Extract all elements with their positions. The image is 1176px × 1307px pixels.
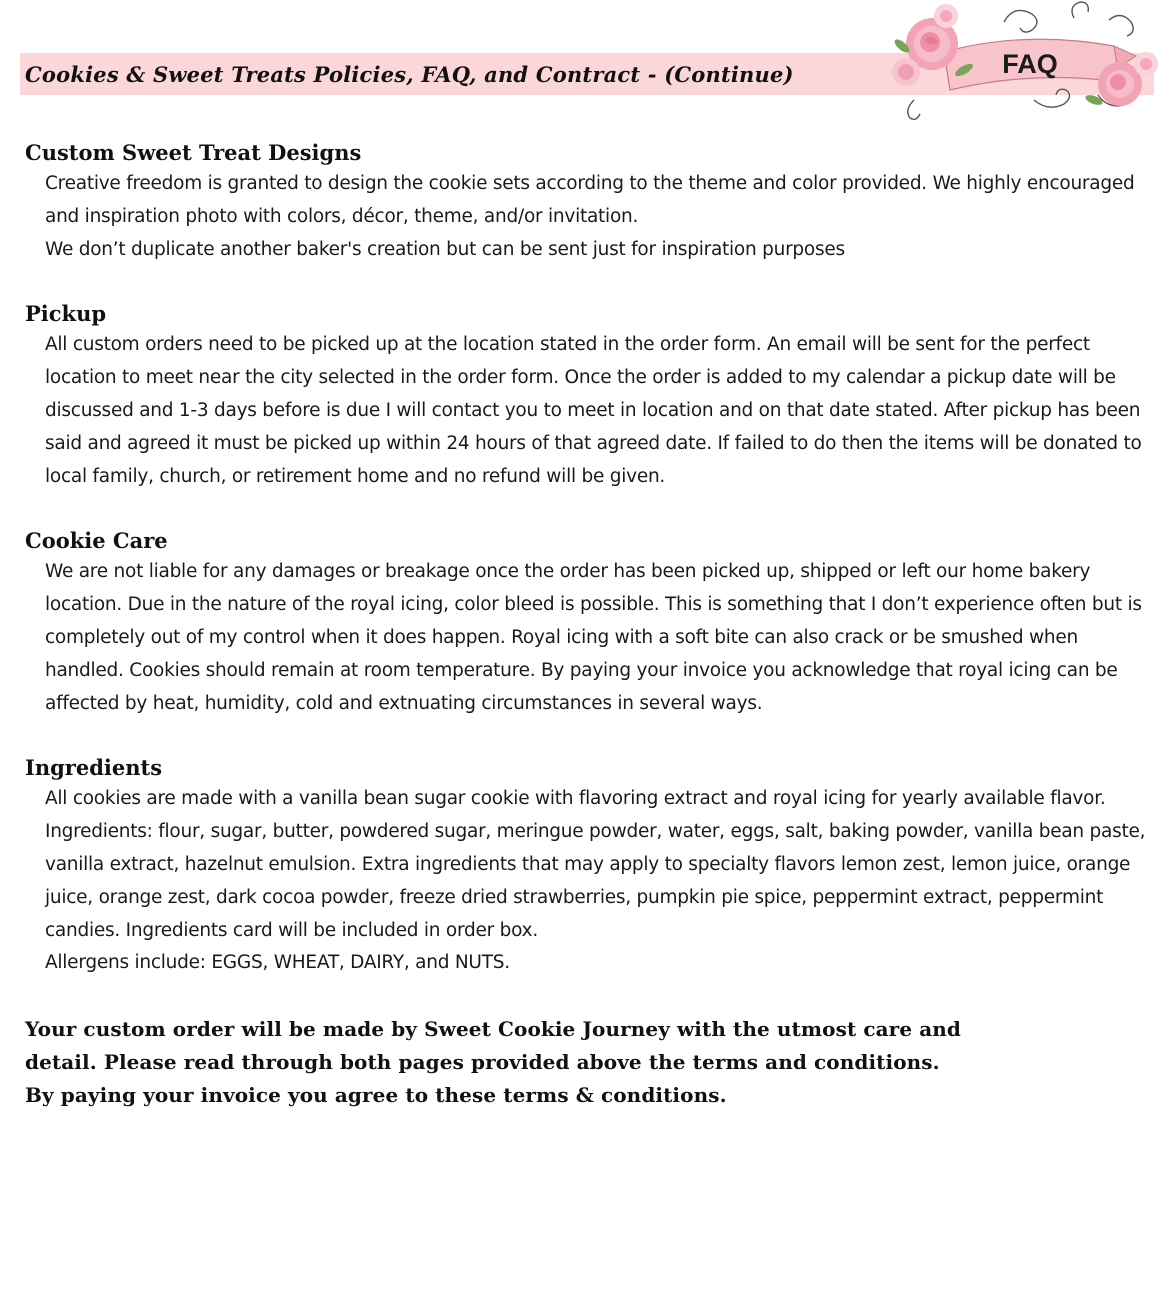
section-paragraph: Creative freedom is granted to design the cookie sets according to the theme and color provided. We highly encouraged and inspiration photo with colors, décor, theme, and/or invitation. — [45, 173, 1135, 227]
closing-line: detail. Please read through both pages provided above the terms and conditions. — [25, 1050, 940, 1075]
section-custom-designs — [25, 138, 1160, 266]
section-paragraph: We are not liable for any damages or breakage once the order has been picked up, shipped or left our home bakery location. Due in the nature of the royal icing, color bleed is possible. This is something that I don’t experience often but is completely out of my control when it does happen. Royal icing with a soft bite can also crack or be smushed when handled. Cookies should remain at room temperature. By paying your invoice you acknowledge that royal icing can be affected by heat, humidity, cold and extnuating circumstances in several ways. — [45, 561, 1142, 714]
closing-line: By paying your invoice you agree to these terms & conditions. — [25, 1083, 727, 1108]
section-paragraph: We don’t duplicate another baker's creation but can be sent just for inspiration purposes — [45, 238, 845, 260]
closing-statement — [25, 1013, 1160, 1112]
faq-rose-banner-graphic — [884, 0, 1164, 122]
section-title: Ingredients — [25, 755, 163, 781]
section-title: Custom Sweet Treat Designs — [25, 140, 362, 165]
section-cookie-care — [25, 526, 1160, 720]
page-title: Cookies & Sweet Treats Policies, FAQ, and Contract - (Continue) — [25, 62, 794, 87]
section-paragraph: All custom orders need to be picked up at the location stated in the order form. An email will be sent for the perfect location to meet near the city selected in the order form. Once the order is added to my calendar a pickup date will be discussed and 1-3 days before is due I will contact you to meet in location and on that date stated. After pickup has been said and agreed it must be picked up within 24 hours of that agreed date. If failed to do then the items will be donated to local family, church, or retirement home and no refund will be given. — [45, 334, 1142, 487]
section-title: Pickup — [25, 301, 107, 327]
section-title: Cookie Care — [25, 528, 168, 554]
policy-content — [25, 138, 1160, 1112]
section-paragraph: All cookies are made with a vanilla bean sugar cookie with flavoring extract and royal icing for yearly available flavor. Ingredients: flour, sugar, butter, powdered sugar, meringue powder, water, eggs, salt, baking powder, vanilla bean paste, vanilla extract, hazelnut emulsion. Extra ingredients that may apply to specialty flavors lemon zest, lemon juice, orange juice, orange zest, dark cocoa powder, freeze dried strawberries, pumpkin pie spice, peppermint extract, peppermint candies. Ingredients card will be included in order box. — [45, 788, 1146, 941]
section-ingredients — [25, 753, 1160, 980]
faq-badge-label: FAQ — [1002, 49, 1058, 79]
closing-line: Your custom order will be made by Sweet Cookie Journey with the utmost care and — [25, 1017, 961, 1042]
section-pickup — [25, 299, 1160, 493]
section-paragraph: Allergens include: EGGS, WHEAT, DAIRY, and NUTS. — [45, 952, 510, 974]
